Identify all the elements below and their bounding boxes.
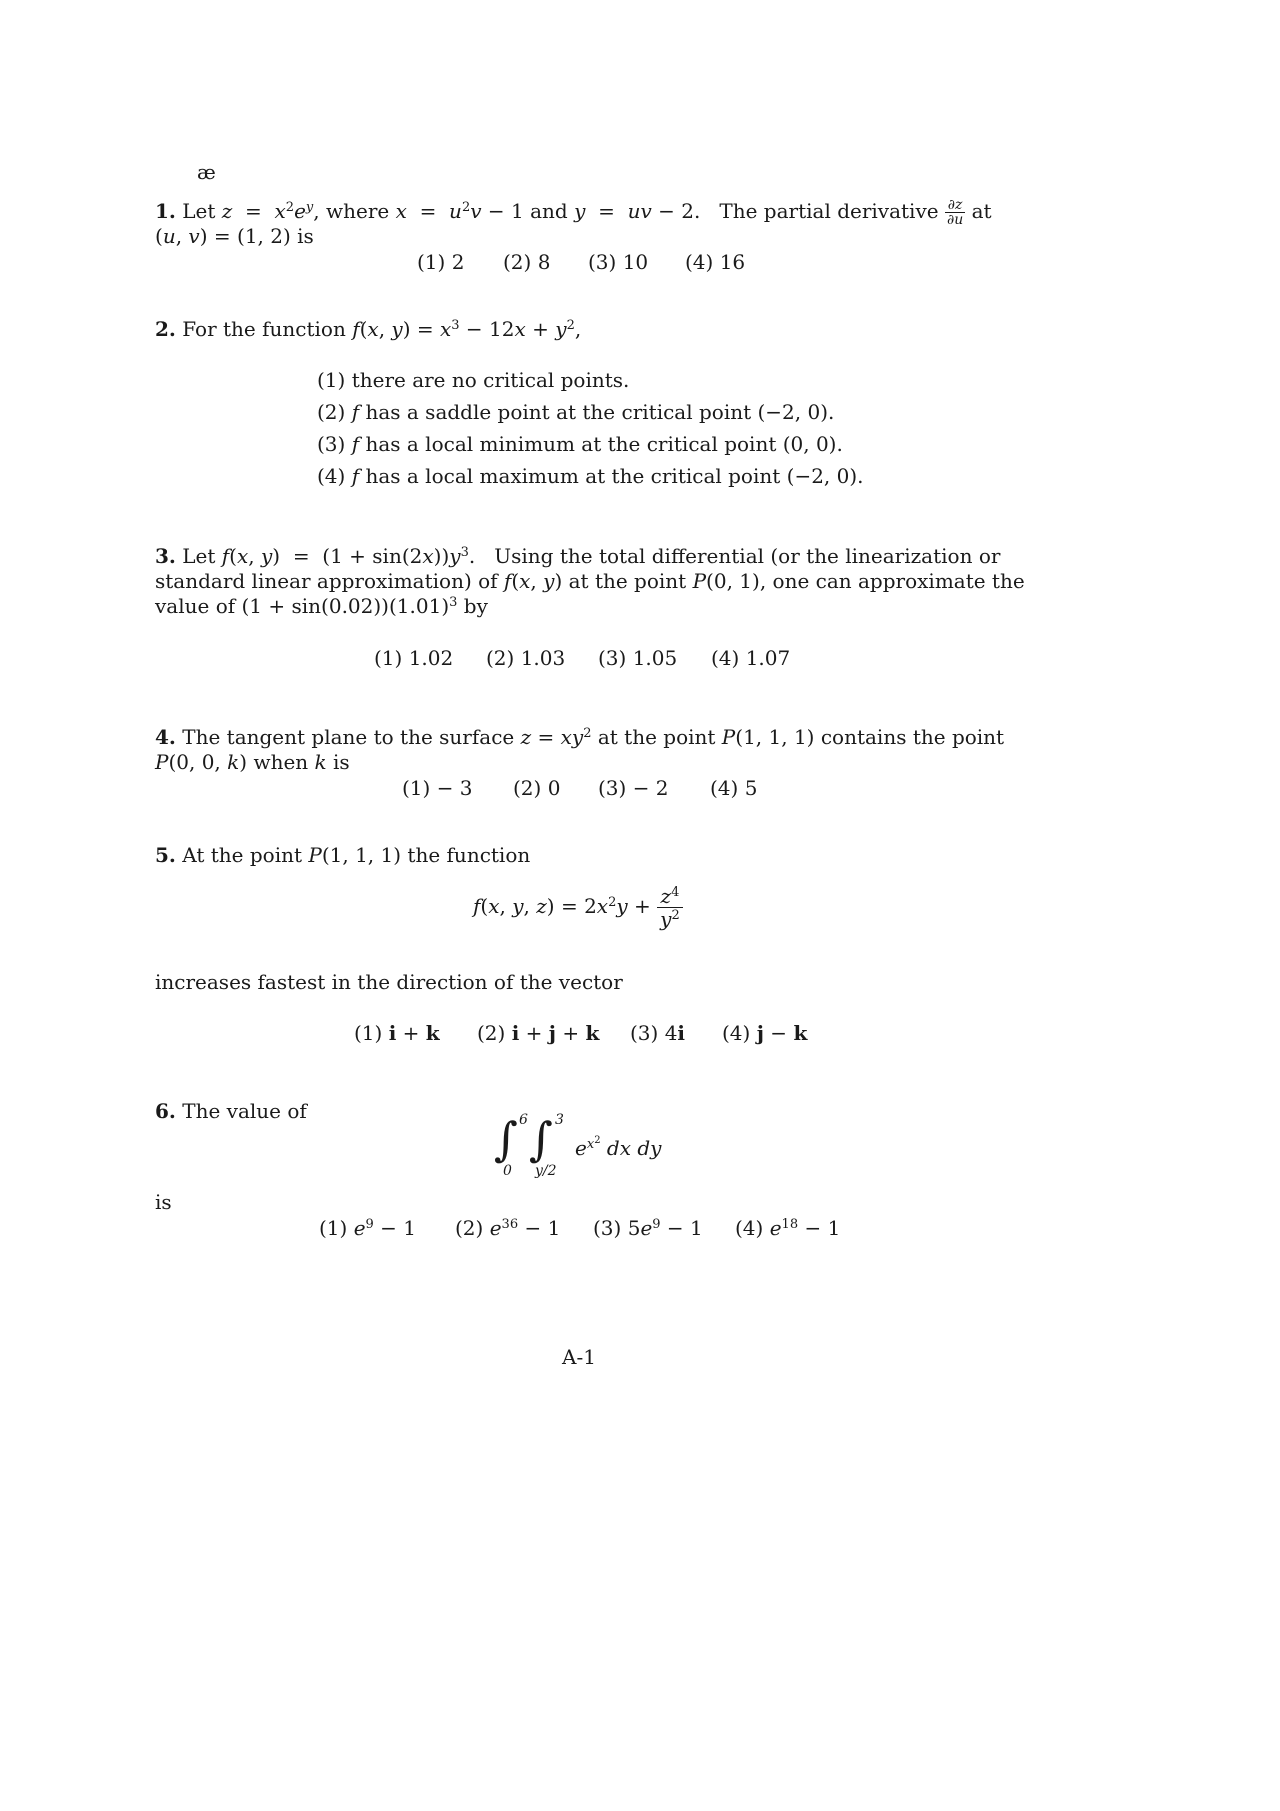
q1-where: where [325, 199, 390, 223]
question-5-number: 5. [155, 843, 176, 867]
q1-option-4: (4) 16 [685, 250, 746, 274]
question-4-line-1: 4. The tangent plane to the surface $z = xy^2$ at the point P(1, 1, 1) contains the point [155, 725, 1005, 749]
q5-function-display: f(x, y, $z) = 2x^2y$ + $\frac{z^4}{y^2}$ [473, 885, 683, 930]
q6-option-4: (4) $e^{18} - 1$ [735, 1216, 841, 1240]
q1-partial-fraction: $\frac{\partial z}{\partial u}$ [946, 197, 964, 228]
question-1-line-1: 1. Let $z = x^2e^y$, where $x = u^2v - 1$ and y = uv − 2. The partial derivative $\frac{\partial z}{\partial u}$ at [155, 197, 992, 228]
q2-intro: For the function [182, 317, 346, 341]
question-2-number: 2. [155, 317, 176, 341]
exam-page: æ 1. Let $z = x^2e^y$, where $x = u^2v - 1$ and y = uv − 2. The partial derivative $\frac{\partial z}{\partial u}$ at (u, v) = (1, 2) is (1) 2 (2) 8 (3) 10 (4) 16 2. For the function f(x, $y) = x^3 - 12x + y^2$, (1) there are no critical points. (2) f has a saddle point at the critical point (−2, 0). (3) f has a local minimum at the critical point (0, 0). (4) f has a local maximum at the critical point (−2, 0). 3. Let f(x, $y) = (1 + \sin(2x))y^3$. Using the total differential (or the linearization or standard linear approximation) of f(x, y) at the point P(0, 1), one can approximate the value of $(1 + \sin(0.02))(1.01)^3$ by (1) 1.02 (2) 1.03 (3) 1.05 (4) 1.07 4. The tangent plane to the surface $z = xy^2$ at the point P(1, 1, 1) contains the point P(0, 0, k) when k is (1) − 3 (2) 0 (3) − 2 (4) 5 5. At the point P(1, 1, 1) the function f(x, y, $z) = 2x^2y$ + $\frac{z^4}{y^2}$ increases fastest in the direction of the vector (1) i + k (2) i + j + k (3) 4i (4) j − k 6. The value of ∫ 6 0 ∫ 3 y/2 $e^{x^2}$ dx dy is (1) $e^9 - 1$ (2) $e^{36} - 1$ (3) $5e^9 - 1$ (4) $e^{18} - 1$ A-1 [155, 160, 1025, 1369]
q4-option-1: (1) − 3 [402, 776, 473, 800]
q4-option-4: (4) 5 [710, 776, 758, 800]
q3-option-4: (4) 1.07 [711, 646, 791, 670]
q1-at: at [971, 199, 992, 223]
q5-fraction: $\frac{z^4}{y^2}$ [657, 885, 683, 930]
q2-option-4: (4) f has a local maximum at the critical point (−2, 0). [317, 464, 864, 488]
q1-option-2: (2) 8 [503, 250, 551, 274]
q6-after-text: is [155, 1190, 172, 1214]
q6-option-3: (3) $5e^9 - 1$ [593, 1216, 703, 1240]
question-1-number: 1. [155, 199, 176, 223]
q2-option-1: (1) there are no critical points. [317, 368, 630, 392]
q4-option-3: (3) − 2 [598, 776, 669, 800]
question-6-line-1: 6. The value of [155, 1099, 307, 1123]
q6-option-1: (1) $e^9 - 1$ [319, 1216, 417, 1240]
question-1-line-2: (u, v) = (1, 2) is [155, 224, 314, 248]
q1-partial-text: The partial derivative [719, 199, 939, 223]
q1-let: Let [182, 199, 216, 223]
q3-option-1: (1) 1.02 [374, 646, 454, 670]
q1-is: is [297, 224, 314, 248]
question-4-number: 4. [155, 725, 176, 749]
page-number: A-1 [562, 1345, 596, 1369]
q3-option-2: (2) 1.03 [486, 646, 566, 670]
q6-option-2: (2) $e^{36} - 1$ [455, 1216, 561, 1240]
question-5-line-1: 5. At the point P(1, 1, 1) the function [155, 843, 531, 867]
q5-option-1: (1) i + k [354, 1021, 440, 1045]
q1-option-3: (3) 10 [588, 250, 649, 274]
q5-after-text: increases fastest in the direction of the vector [155, 970, 623, 994]
question-3-line-2: standard linear approximation) of f(x, y) at the point P(0, 1), one can approximate the [155, 569, 1025, 593]
q5-option-3: (3) 4i [630, 1021, 686, 1045]
q1-and: and [530, 199, 568, 223]
question-3-number: 3. [155, 544, 176, 568]
question-3-line-1: 3. Let f(x, $y) = (1 + \sin(2x))y^3$. Using the total differential (or the linearization or [155, 544, 1001, 568]
question-3-line-3: value of $(1 + \sin(0.02))(1.01)^3$ by [155, 594, 488, 618]
question-6-number: 6. [155, 1099, 176, 1123]
question-4-line-2: P(0, 0, k) when k is [155, 750, 350, 774]
header-mark: æ [197, 160, 216, 184]
q5-option-4: (4) j − k [722, 1021, 808, 1045]
question-2-line-1: 2. For the function f(x, $y) = x^3 - 12x + y^2$, [155, 317, 582, 341]
q3-option-3: (3) 1.05 [598, 646, 678, 670]
q2-option-2: (2) f has a saddle point at the critical point (−2, 0). [317, 400, 835, 424]
q5-option-2: (2) i + j + k [477, 1021, 600, 1045]
q2-option-3: (3) f has a local minimum at the critical point (0, 0). [317, 432, 843, 456]
q1-option-1: (1) 2 [417, 250, 465, 274]
q4-option-2: (2) 0 [513, 776, 561, 800]
